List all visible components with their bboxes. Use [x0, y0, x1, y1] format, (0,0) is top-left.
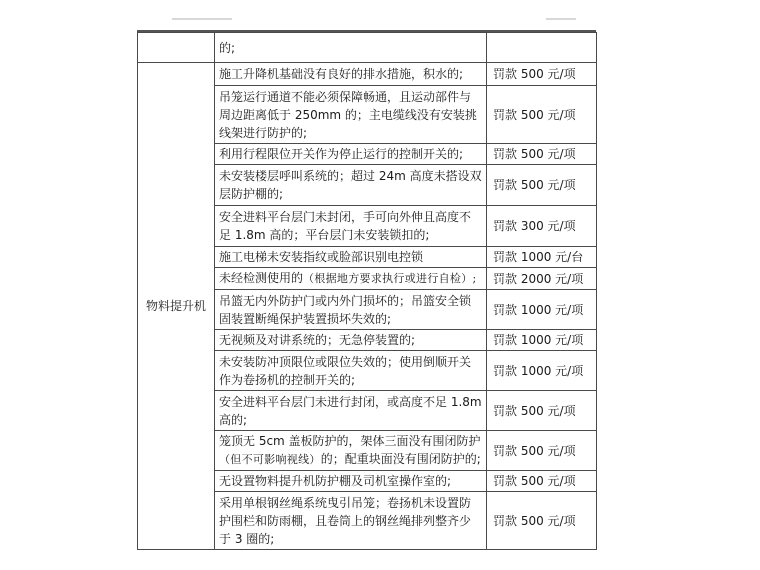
desc-cell: 无设置物料提升机防护棚及司机室操作室的; — [215, 471, 487, 492]
desc-tail: 的；配重块面没有围闭防护的; — [320, 452, 481, 466]
desc-cell: 利用行程限位开关作为停止运行的控制开关的; — [215, 144, 487, 165]
desc-cell: 的; — [215, 33, 487, 63]
fine-cell: 罚款 500 元/项 — [487, 165, 597, 206]
fine-cell: 罚款 1000 元/项 — [487, 330, 597, 351]
desc-cell: 施工电梯未安装指纹或脸部识别电控锁 — [215, 247, 487, 268]
fine-cell: 罚款 300 元/项 — [487, 206, 597, 247]
fine-cell: 罚款 1000 元/项 — [487, 351, 597, 391]
desc-cell: 未安装防冲顶限位或限位失效的；使用倒顺开关作为卷扬机的控制开关的; — [215, 351, 487, 391]
desc-cell — [215, 431, 487, 471]
fine-cell: 罚款 500 元/项 — [487, 144, 597, 165]
fine-cell: 罚款 1000 元/台 — [487, 247, 597, 268]
desc-note: （根据地方要求执行或进行自检）; — [303, 272, 477, 285]
fine-cell: 罚款 500 元/项 — [487, 471, 597, 492]
desc-cell: 施工升降机基础没有良好的排水措施，积水的; — [215, 63, 487, 86]
fine-cell: 罚款 1000 元/项 — [487, 290, 597, 330]
desc-note: （但不可影响视线） — [219, 453, 321, 466]
header-remnant-right — [546, 18, 576, 20]
desc-cell: 采用单根钢丝绳系统曳引吊笼；卷扬机未设置防护围栏和防雨棚，且卷筒上的钢丝绳排列整齐少于 3 圈的; — [215, 492, 487, 550]
fine-cell: 罚款 500 元/项 — [487, 63, 597, 86]
fine-cell: 罚款 2000 元/项 — [487, 268, 597, 290]
desc-text: 笼顶无 5cm 盖板防护的，架体三面没有围闭防护 — [219, 434, 481, 448]
desc-cell: 安全进料平台层门未进行封闭，或高度不足 1.8m 高的; — [215, 391, 487, 431]
fine-cell: 罚款 500 元/项 — [487, 492, 597, 550]
category-cell: 物料提升机 — [138, 63, 215, 550]
desc-cell — [215, 268, 487, 290]
desc-cell: 吊笼运行通道不能必须保障畅通，且运动部件与周边距离低于 250mm 的；主电缆线没有安装挑线架进行防护的; — [215, 86, 487, 144]
header-remnant-left — [172, 18, 232, 20]
desc-text: 未经检测使用的 — [219, 271, 304, 285]
fine-cell: 罚款 500 元/项 — [487, 391, 597, 431]
table-row — [138, 63, 597, 86]
table-row — [138, 33, 597, 63]
desc-cell: 未安装楼层呼叫系统的；超过 24m 高度未搭设双层防护棚的; — [215, 165, 487, 206]
fine-cell: 罚款 500 元/项 — [487, 86, 597, 144]
fine-cell — [487, 33, 597, 63]
fine-cell: 罚款 500 元/项 — [487, 431, 597, 471]
category-cell-blank — [138, 33, 215, 63]
desc-cell: 安全进料平台层门未封闭，手可向外伸且高度不足 1.8m 高的；平台层门未安装锁扣的; — [215, 206, 487, 247]
penalty-table — [137, 32, 597, 550]
desc-cell: 吊篮无内外防护门或内外门损坏的；吊篮安全锁固装置断绳保护装置损坏失效的; — [215, 290, 487, 330]
desc-cell: 无视频及对讲系统的；无急停装置的; — [215, 330, 487, 351]
